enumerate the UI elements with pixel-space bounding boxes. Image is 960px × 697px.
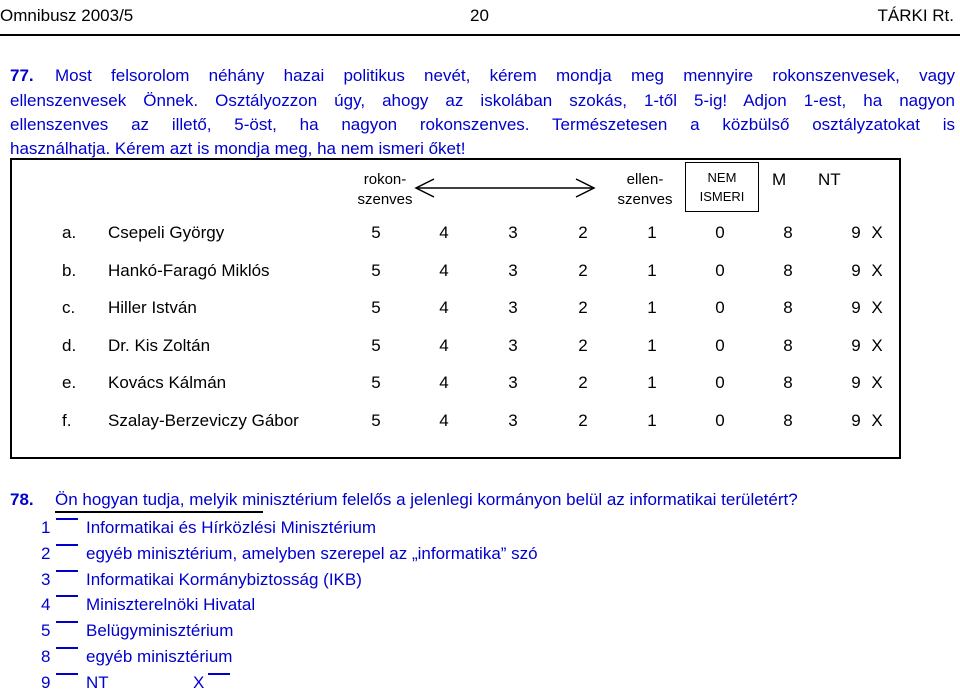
politician-name: Kovács Kálmán — [108, 373, 227, 392]
header-page-number: 20 — [470, 6, 489, 25]
answer-code-x[interactable]: X — [871, 373, 883, 392]
answer-code-2[interactable]: 2 — [578, 335, 588, 355]
scale-label-positive-top: rokon- — [363, 171, 407, 188]
answer-code-0[interactable]: 0 — [715, 410, 725, 430]
answer-code-4[interactable]: 4 — [439, 298, 449, 317]
answer-code-5[interactable]: 5 — [371, 335, 381, 355]
table-row — [0, 411, 960, 437]
table-row — [0, 298, 960, 324]
answer-code-5[interactable]: 5 — [371, 223, 381, 242]
option-code: 2 — [41, 543, 51, 563]
option-code: 4 — [41, 595, 51, 615]
option-code: 5 — [41, 621, 51, 641]
question-77-line-3: ellenszenves az illető, 5-öst, ha nagyon rokonszenves. Természetesen a közbülső osztályzatokat is — [10, 115, 955, 134]
answer-code-8[interactable]: 8 — [783, 260, 793, 280]
answer-code-5[interactable]: 5 — [371, 260, 381, 280]
option-x-code: X — [193, 672, 205, 692]
table-row — [0, 261, 960, 287]
question-77-line-1: Most felsorolom néhány hazai politikus nevét, kérem mondja meg mennyire rokonszenvesek, vagy — [55, 66, 955, 85]
option-label: egyéb minisztérium, amelyben szerepel az „informatika” szó — [86, 543, 538, 563]
answer-code-3[interactable]: 3 — [508, 298, 518, 317]
answer-code-0[interactable]: 0 — [715, 223, 725, 242]
header-rule — [0, 34, 960, 36]
nem-ismeri-bottom: ISMERI — [699, 189, 745, 204]
answer-code-x[interactable]: X — [871, 410, 883, 430]
dash-icon — [56, 595, 78, 597]
answer-code-8[interactable]: 8 — [783, 335, 793, 355]
answer-code-1[interactable]: 1 — [647, 260, 657, 280]
table-row — [0, 223, 960, 249]
question-78-number: 78. — [10, 490, 34, 509]
option-code: 8 — [41, 647, 51, 666]
answer-code-3[interactable]: 3 — [508, 335, 518, 355]
answer-option[interactable] — [0, 595, 960, 619]
header-left: Omnibusz 2003/5 — [0, 6, 134, 25]
option-label: Informatikai és Hírközlési Minisztérium — [86, 518, 377, 537]
answer-code-1[interactable]: 1 — [647, 410, 657, 430]
answer-code-3[interactable]: 3 — [508, 373, 518, 392]
row-letter: c. — [62, 298, 76, 317]
answer-code-9[interactable]: 9 — [851, 373, 861, 392]
question-77-number: 77. — [10, 66, 34, 85]
option-code: 1 — [41, 518, 51, 537]
answer-code-x[interactable]: X — [871, 260, 883, 280]
row-letter: e. — [62, 373, 77, 392]
answer-code-1[interactable]: 1 — [647, 335, 657, 355]
answer-code-4[interactable]: 4 — [439, 223, 449, 242]
dash-icon — [56, 621, 78, 623]
option-code: 3 — [41, 569, 51, 589]
scale-label-negative — [605, 170, 685, 210]
double-arrow-icon — [412, 176, 598, 200]
answer-code-9[interactable]: 9 — [851, 335, 861, 355]
politician-name: Csepeli György — [108, 223, 225, 242]
answer-code-9[interactable]: 9 — [851, 298, 861, 317]
question-78-text: Ön hogyan tudja, melyik minisztérium felelős a jelenlegi kormányon belül az informatikai területért? — [55, 490, 798, 509]
answer-code-2[interactable]: 2 — [578, 260, 588, 280]
table-row — [0, 336, 960, 362]
answer-code-3[interactable]: 3 — [508, 410, 518, 430]
scale-label-positive-bottom: szenves — [357, 191, 413, 208]
answer-code-4[interactable]: 4 — [439, 373, 449, 392]
answer-code-9[interactable]: 9 — [851, 410, 861, 430]
nem-ismeri-header — [685, 162, 759, 212]
table-row — [0, 373, 960, 399]
answer-code-9[interactable]: 9 — [851, 260, 861, 280]
row-letter: a. — [62, 223, 77, 242]
answer-option[interactable] — [0, 570, 960, 594]
option-label: Miniszterelnöki Hivatal — [86, 595, 256, 615]
answer-code-8[interactable]: 8 — [783, 298, 793, 317]
option-label: NT — [86, 672, 109, 692]
answer-option[interactable] — [0, 673, 960, 697]
header-right: TÁRKI Rt. — [877, 6, 954, 25]
row-letter: f. — [62, 410, 72, 430]
politician-name: Dr. Kis Zoltán — [108, 335, 211, 355]
answer-code-x[interactable]: X — [871, 298, 883, 317]
dash-icon — [56, 673, 78, 675]
answer-code-5[interactable]: 5 — [371, 410, 381, 430]
answer-option[interactable] — [0, 518, 960, 542]
answer-code-2[interactable]: 2 — [578, 298, 588, 317]
answer-code-0[interactable]: 0 — [715, 260, 725, 280]
answer-code-2[interactable]: 2 — [578, 410, 588, 430]
politician-name: Hiller István — [108, 298, 197, 317]
answer-option[interactable] — [0, 544, 960, 568]
row-letter: b. — [62, 260, 77, 280]
row-letter: d. — [62, 335, 77, 355]
answer-code-3[interactable]: 3 — [508, 223, 518, 242]
question-77-line-4: használhatja. Kérem azt is mondja meg, ha nem ismeri őket! — [10, 139, 466, 158]
answer-option[interactable] — [0, 621, 960, 645]
question-77-line-2: ellenszenvesek Önnek. Osztályozzon úgy, ahogy az iskolában szokás, 1-től 5-ig! Adjon 1-est, ha nagyon — [10, 91, 955, 110]
answer-code-5[interactable]: 5 — [371, 298, 381, 317]
answer-code-8[interactable]: 8 — [783, 373, 793, 392]
answer-code-8[interactable]: 8 — [783, 410, 793, 430]
answer-code-1[interactable]: 1 — [647, 373, 657, 392]
dash-icon — [56, 570, 78, 572]
answer-code-0[interactable]: 0 — [715, 298, 725, 317]
answer-option[interactable] — [0, 647, 960, 671]
question-78-underline — [55, 511, 263, 513]
answer-code-1[interactable]: 1 — [647, 298, 657, 317]
politician-name: Hankó-Faragó Miklós — [108, 260, 270, 280]
option-label: egyéb minisztérium — [86, 647, 233, 666]
answer-code-4[interactable]: 4 — [439, 335, 449, 355]
answer-code-4[interactable]: 4 — [439, 410, 449, 430]
scale-label-negative-bottom: szenves — [617, 191, 673, 208]
answer-code-5[interactable]: 5 — [371, 373, 381, 392]
scale-label-negative-top: ellen- — [626, 171, 664, 188]
dash-icon — [208, 673, 230, 675]
answer-code-8[interactable]: 8 — [783, 223, 793, 242]
answer-code-2[interactable]: 2 — [578, 223, 588, 242]
dash-icon — [56, 518, 78, 520]
header-nt: NT — [818, 170, 841, 189]
answer-code-1[interactable]: 1 — [647, 223, 657, 242]
answer-code-2[interactable]: 2 — [578, 373, 588, 392]
answer-code-3[interactable]: 3 — [508, 260, 518, 280]
option-code: 9 — [41, 672, 51, 692]
answer-code-9[interactable]: 9 — [851, 223, 861, 242]
answer-code-x[interactable]: X — [871, 335, 883, 355]
answer-code-0[interactable]: 0 — [715, 373, 725, 392]
option-label: Belügyminisztérium — [86, 621, 234, 641]
answer-code-4[interactable]: 4 — [439, 260, 449, 280]
dash-icon — [56, 647, 78, 649]
answer-code-0[interactable]: 0 — [715, 335, 725, 355]
header-m: M — [772, 170, 787, 189]
politician-name: Szalay-Berzeviczy Gábor — [108, 410, 299, 430]
dash-icon — [56, 544, 78, 546]
option-label: Informatikai Kormánybiztosság (IKB) — [86, 569, 362, 589]
answer-code-x[interactable]: X — [871, 223, 883, 242]
nem-ismeri-top: NEM — [707, 170, 737, 185]
